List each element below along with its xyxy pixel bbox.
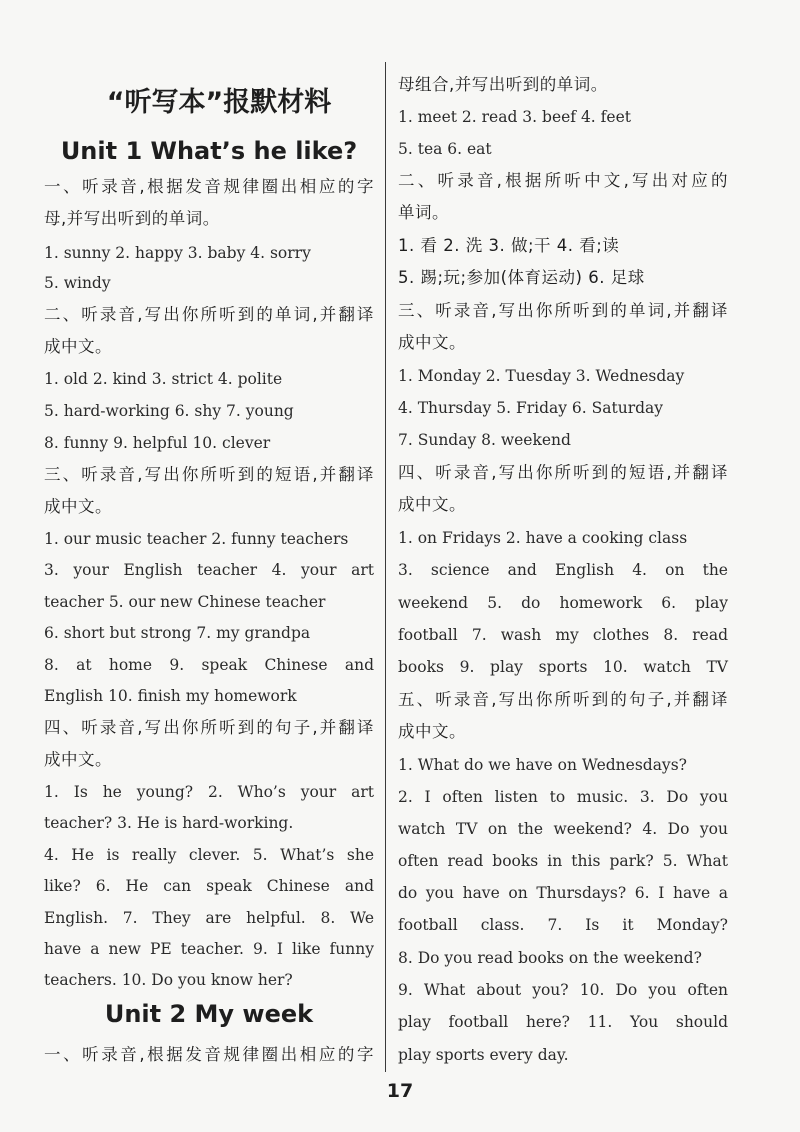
- section-heading: 一、听录音,根据发音规律圈出相应的字: [44, 177, 374, 196]
- answer-line: English. 7. They are helpful. 8. We: [44, 909, 374, 927]
- answer-line: football class. 7. Is it Monday?: [398, 916, 728, 934]
- section-heading-cont: 成中文。: [398, 722, 466, 741]
- answer-line: 5. hard-working 6. shy 7. young: [44, 402, 294, 420]
- unit1-title: Unit 1 What’s he like?: [60, 137, 358, 165]
- answer-line: do you have on Thursdays? 6. I have a: [398, 884, 728, 902]
- answer-line: often read books in this park? 5. What: [398, 852, 728, 870]
- answer-line: 1. old 2. kind 3. strict 4. polite: [44, 370, 283, 388]
- answer-line: 1. sunny 2. happy 3. baby 4. sorry: [44, 244, 311, 262]
- section-heading: 三、听录音,写出你所听到的单词,并翻译: [398, 301, 728, 320]
- answer-line: 6. short but strong 7. my grandpa: [44, 624, 311, 642]
- section-heading: 二、听录音,根据所听中文,写出对应的: [398, 171, 728, 190]
- answer-line: play football here? 11. You should: [398, 1013, 728, 1031]
- section-heading: 四、听录音,写出你所听到的短语,并翻译: [398, 463, 728, 482]
- section-heading-cont: 成中文。: [44, 337, 112, 356]
- answer-line: books 9. play sports 10. watch TV: [398, 658, 728, 676]
- answer-line: teacher? 3. He is hard-working.: [44, 814, 294, 832]
- answer-line: 8. at home 9. speak Chinese and: [44, 656, 374, 674]
- section-heading-cont: 母组合,并写出听到的单词。: [398, 75, 608, 94]
- section-heading: 五、听录音,写出你所听到的句子,并翻译: [398, 690, 728, 709]
- answer-line: 1. What do we have on Wednesdays?: [398, 756, 687, 774]
- answer-line: 1. our music teacher 2. funny teachers: [44, 530, 349, 548]
- section-heading-cont: 成中文。: [44, 750, 112, 769]
- answer-line: football 7. wash my clothes 8. read: [398, 626, 728, 644]
- answer-line: 8. funny 9. helpful 10. clever: [44, 434, 271, 452]
- answer-line: teacher 5. our new Chinese teacher: [44, 593, 326, 611]
- answer-line: 1. Is he young? 2. Who’s your art: [44, 783, 374, 801]
- section-heading: 二、听录音,写出你所听到的单词,并翻译: [44, 305, 374, 324]
- answer-line: have a new PE teacher. 9. I like funny: [44, 940, 374, 958]
- answer-line: English 10. finish my homework: [44, 687, 297, 705]
- answer-line: 5. tea 6. eat: [398, 140, 492, 158]
- answer-line: 3. your English teacher 4. your art: [44, 561, 374, 579]
- section-heading: 一、听录音,根据发音规律圈出相应的字: [44, 1045, 374, 1064]
- section-heading-cont: 成中文。: [398, 495, 466, 514]
- page-number: 17: [386, 1080, 414, 1102]
- answer-line: 4. Thursday 5. Friday 6. Saturday: [398, 399, 664, 417]
- answer-line: 5. 踢;玩;参加(体育运动) 6. 足球: [398, 268, 645, 287]
- section-heading-cont: 单词。: [398, 203, 449, 222]
- answer-line: 2. I often listen to music. 3. Do you: [398, 788, 728, 806]
- answer-line: watch TV on the weekend? 4. Do you: [398, 820, 728, 838]
- section-heading-cont: 成中文。: [44, 497, 112, 516]
- section-heading: 三、听录音,写出你所听到的短语,并翻译: [44, 465, 374, 484]
- answer-line: 1. Monday 2. Tuesday 3. Wednesday: [398, 367, 685, 385]
- answer-line: 3. science and English 4. on the: [398, 561, 728, 579]
- answer-line: 1. 看 2. 洗 3. 做;干 4. 看;读: [398, 236, 620, 255]
- answer-line: 5. windy: [44, 274, 111, 292]
- answer-line: 1. on Fridays 2. have a cooking class: [398, 529, 688, 547]
- section-heading-cont: 母,并写出听到的单词。: [44, 209, 220, 228]
- unit2-title: Unit 2 My week: [104, 1000, 314, 1028]
- answer-line: teachers. 10. Do you know her?: [44, 971, 293, 989]
- answer-line: weekend 5. do homework 6. play: [398, 594, 728, 612]
- answer-line: 7. Sunday 8. weekend: [398, 431, 571, 449]
- column-divider: [385, 62, 386, 1072]
- answer-line: like? 6. He can speak Chinese and: [44, 877, 374, 895]
- answer-line: 8. Do you read books on the weekend?: [398, 949, 702, 967]
- answer-line: 1. meet 2. read 3. beef 4. feet: [398, 108, 631, 126]
- section-heading: 四、听录音,写出你所听到的句子,并翻译: [44, 718, 374, 737]
- answer-line: play sports every day.: [398, 1046, 569, 1064]
- section-heading-cont: 成中文。: [398, 333, 466, 352]
- answer-line: 9. What about you? 10. Do you often: [398, 981, 728, 999]
- answer-line: 4. He is really clever. 5. What’s she: [44, 846, 374, 864]
- page-title: “听写本”报默材料: [106, 87, 332, 118]
